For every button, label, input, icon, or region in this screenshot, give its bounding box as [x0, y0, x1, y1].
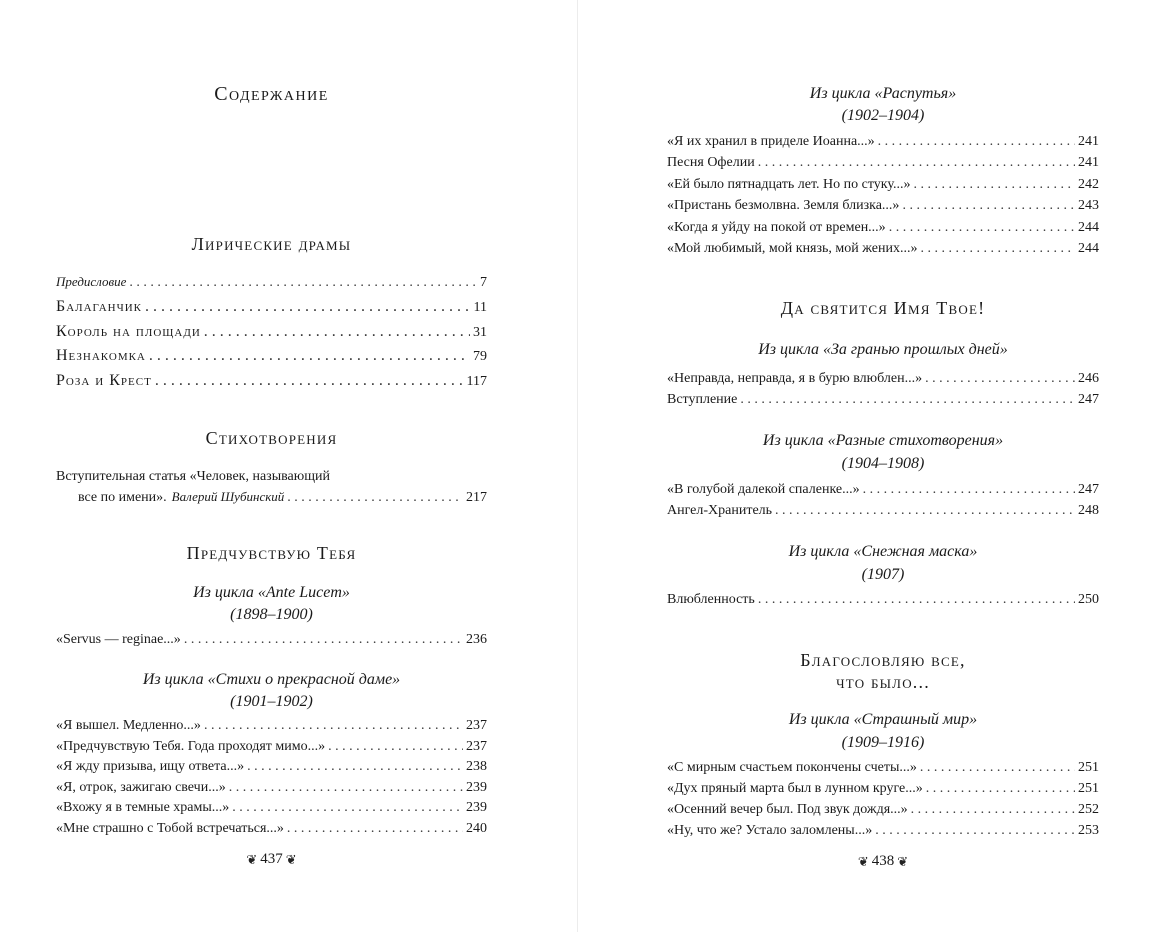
leader-dots: [925, 371, 1075, 387]
leader-dots: [902, 198, 1075, 214]
toc-entry-title: «Я жду призыва, ищу ответа...»: [56, 759, 245, 774]
leader-dots: [247, 759, 463, 775]
toc-entry-title: «Я вышел. Медленно...»: [56, 718, 201, 733]
page-number: [56, 851, 487, 868]
toc-entry[interactable]: [667, 802, 1099, 822]
toc-entry-title: «Предчувствую Тебя. Года проходят мимо...»: [56, 739, 326, 754]
toc-entry[interactable]: [667, 823, 1099, 843]
cycle-title: Из цикла «Стихи о прекрасной даме»: [142, 671, 401, 688]
toc-entry[interactable]: [56, 274, 487, 294]
toc-entry-page: 247: [1078, 392, 1099, 407]
cycle-years: (1902–1904): [841, 107, 925, 124]
leader-dots: [149, 347, 470, 365]
toc-entry-page: 7: [480, 275, 487, 290]
toc-entry-title: Ангел-Хранитель: [667, 503, 773, 518]
toc-entry-page: 237: [466, 718, 487, 733]
toc-entry-title: «Пристань безмолвна. Земля близка...»: [667, 198, 900, 213]
cycle-years: (1907): [861, 566, 905, 583]
toc-entry-title: «В голубой далекой спаленке...»: [667, 482, 860, 497]
ornament-icon: ❦: [246, 851, 258, 867]
toc-entry-title: «Когда я уйду на покой от времен...»: [667, 220, 886, 235]
toc-entry-page: 117: [466, 374, 487, 389]
cycle-title: Из цикла «Ante Lucem»: [193, 584, 350, 601]
toc-entry-title: Король на площади: [56, 323, 201, 340]
cycle-title: Из цикла «Разные стихотворения»: [762, 432, 1004, 449]
toc-entry[interactable]: [56, 372, 487, 394]
folio-number: 438: [871, 853, 895, 869]
toc-entry-title: Предисловие: [56, 274, 127, 289]
toc-entry-page: 237: [466, 739, 487, 754]
section-heading-hallowed: Да святится Имя Твое!: [780, 298, 986, 318]
leader-dots: [775, 503, 1075, 519]
ornament-icon: ❦: [285, 851, 297, 867]
leader-dots: [229, 780, 463, 796]
intro-article-text: все по имени».: [78, 490, 167, 505]
section-heading-poems: Стихотворения: [205, 428, 338, 448]
cycle-years: (1909–1916): [841, 734, 925, 751]
toc-entry[interactable]: [667, 503, 1099, 523]
gutter-divider: [577, 0, 578, 932]
toc-entry[interactable]: [667, 134, 1099, 154]
intro-author: Валерий Шубинский: [171, 489, 285, 504]
toc-entry-title: «Ну, что же? Устало заломлены...»: [667, 823, 873, 838]
leader-dots: [875, 823, 1075, 839]
toc-entry-page: 79: [473, 349, 487, 364]
toc-entry[interactable]: [667, 177, 1099, 197]
toc-entry[interactable]: [56, 800, 487, 820]
toc-entry[interactable]: [56, 718, 487, 738]
toc-entry-title: Вступление: [667, 392, 738, 407]
leader-dots: [145, 298, 471, 316]
folio-number: 437: [260, 851, 283, 867]
toc-entry[interactable]: [667, 760, 1099, 780]
section-heading-blessing-line2: что было...: [836, 672, 930, 692]
toc-entry-page: 246: [1078, 371, 1099, 386]
leader-dots: [889, 220, 1075, 236]
toc-entry[interactable]: [56, 632, 487, 652]
leader-dots: [204, 718, 463, 734]
toc-entry-title: «Осенний вечер был. Под звук дождя...»: [667, 802, 908, 817]
left-page: [56, 0, 487, 932]
intro-article-line1: [56, 469, 487, 489]
toc-entry[interactable]: [56, 759, 487, 779]
toc-entry-title: «Дух пряный марта был в лунном круге...»: [667, 781, 923, 796]
toc-entry-page: 238: [466, 759, 487, 774]
toc-entry-title: «Вхожу я в темные храмы...»: [56, 800, 230, 815]
toc-entry-title: «Я их хранил в приделе Иоанна...»: [667, 134, 875, 149]
cycle-title: Из цикла «Снежная маска»: [788, 543, 978, 560]
leader-dots: [878, 134, 1075, 150]
toc-entry[interactable]: [667, 220, 1099, 240]
toc-entry-page: 241: [1078, 134, 1099, 149]
toc-entry[interactable]: [56, 298, 487, 320]
toc-entry[interactable]: [667, 781, 1099, 801]
right-page: [667, 0, 1099, 932]
cycle-years: (1901–1902): [230, 693, 313, 710]
toc-entry-page: 239: [466, 800, 487, 815]
leader-dots: [920, 760, 1075, 776]
toc-entry-page: 242: [1078, 177, 1099, 192]
cycle-title: Из цикла «Распутья»: [809, 85, 957, 102]
toc-entry-page: 251: [1078, 760, 1099, 775]
leader-dots: [129, 275, 477, 291]
leader-dots: [926, 781, 1075, 797]
toc-entry-title: Незнакомка: [56, 347, 146, 364]
leader-dots: [184, 632, 463, 648]
leader-dots: [758, 592, 1075, 608]
leader-dots: [287, 490, 463, 506]
ornament-icon: ❦: [897, 853, 909, 869]
toc-entry-title: Влюбленность: [667, 592, 755, 607]
toc-entry-page: 11: [473, 300, 487, 315]
toc-entry-page: 244: [1078, 220, 1099, 235]
leader-dots: [740, 392, 1075, 408]
toc-entry-title: Балаганчик: [56, 298, 143, 315]
toc-entry[interactable]: [667, 371, 1099, 391]
toc-entry-page: 252: [1078, 802, 1099, 817]
toc-entry-title: Песня Офелии: [667, 155, 755, 170]
contents-title: Содержание: [214, 83, 329, 105]
leader-dots: [920, 241, 1075, 257]
leader-dots: [914, 177, 1075, 193]
toc-entry[interactable]: [56, 739, 487, 759]
toc-entry[interactable]: [667, 592, 1099, 612]
toc-entry-title: «Мне страшно с Тобой встречаться...»: [56, 821, 284, 836]
toc-entry-page: 243: [1078, 198, 1099, 213]
leader-dots: [863, 482, 1075, 498]
toc-entry[interactable]: [667, 198, 1099, 218]
toc-entry-title: «С мирным счастьем покончены счеты...»: [667, 760, 917, 775]
toc-entry-page: 250: [1078, 592, 1099, 607]
toc-entry-page: 251: [1078, 781, 1099, 796]
toc-entry[interactable]: [667, 155, 1099, 175]
toc-entry-title: «Я, отрок, зажигаю свечи...»: [56, 780, 226, 795]
leader-dots: [155, 372, 464, 390]
toc-entry-title: «Servus — reginae...»: [56, 632, 181, 647]
toc-entry-title: «Неправда, неправда, я в бурю влюблен...»: [667, 371, 923, 386]
toc-entry-title: «Ей было пятнадцать лет. Но по стуку...»: [667, 177, 911, 192]
toc-entry[interactable]: [667, 392, 1099, 412]
toc-entry-page: 241: [1078, 155, 1099, 170]
toc-entry[interactable]: [56, 821, 487, 841]
toc-entry[interactable]: [56, 323, 487, 345]
toc-entry-page: 31: [473, 325, 487, 340]
intro-article-text: Вступительная статья «Человек, называющий: [56, 469, 330, 484]
toc-entry-page: 239: [466, 780, 487, 795]
toc-entry[interactable]: [667, 241, 1099, 261]
toc-entry-page: 248: [1078, 503, 1099, 518]
ornament-icon: ❦: [857, 853, 869, 869]
leader-dots: [287, 821, 463, 837]
toc-entry[interactable]: [56, 347, 487, 369]
toc-entry-page: 244: [1078, 241, 1099, 256]
toc-entry-title: Роза и Крест: [56, 372, 152, 389]
section-heading-blessing-line1: Благословляю все,: [800, 650, 966, 670]
toc-entry[interactable]: [667, 482, 1099, 502]
section-heading-lyric-dramas: Лирические драмы: [191, 234, 352, 254]
toc-entry-intro[interactable]: [78, 489, 487, 509]
toc-entry-page: 236: [466, 632, 487, 647]
toc-entry-page: 240: [466, 821, 487, 836]
toc-entry-page: 253: [1078, 823, 1099, 838]
leader-dots: [232, 800, 463, 816]
toc-entry-title: «Мой любимый, мой князь, мой жених...»: [667, 241, 918, 256]
cycle-years: (1904–1908): [841, 455, 925, 472]
leader-dots: [911, 802, 1075, 818]
page-number: [667, 853, 1099, 870]
toc-entry-page: 247: [1078, 482, 1099, 497]
toc-entry-page: 217: [466, 490, 487, 505]
leader-dots: [758, 155, 1075, 171]
cycle-years: (1898–1900): [230, 606, 313, 623]
cycle-title: Из цикла «Страшный мир»: [788, 711, 978, 728]
section-heading-premonition: Предчувствую Тебя: [186, 543, 357, 563]
leader-dots: [328, 739, 463, 755]
toc-entry[interactable]: [56, 780, 487, 800]
cycle-title: Из цикла «За гранью прошлых дней»: [758, 341, 1008, 358]
leader-dots: [204, 323, 470, 341]
